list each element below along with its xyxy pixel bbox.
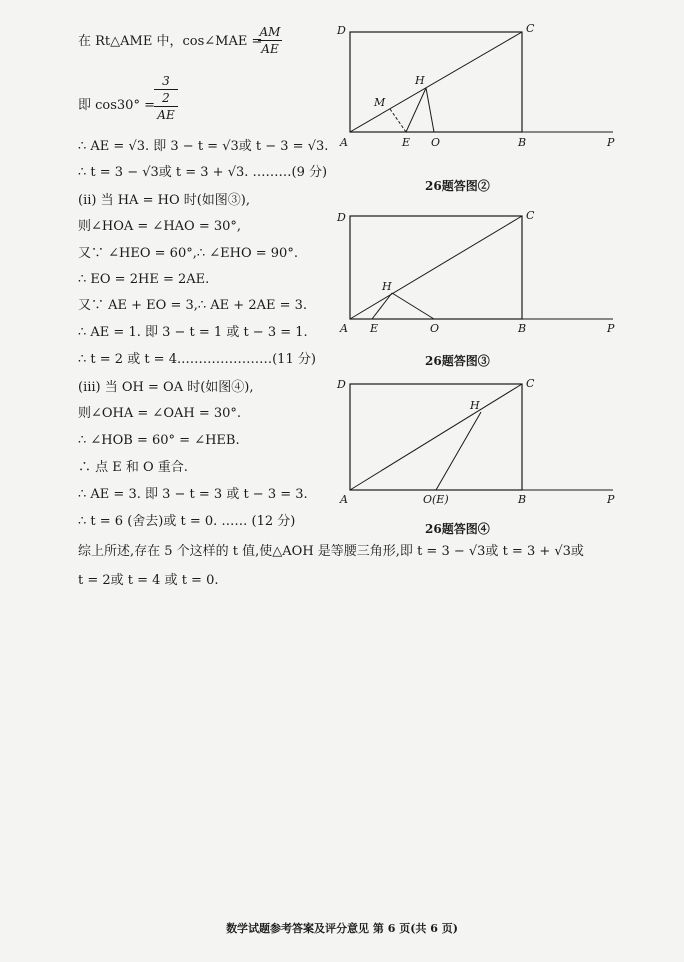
solution-line-5: (ⅱ) 当 HA = HO 时(如图③), [78,193,251,208]
page-footer: 数学试题参考答案及评分意见 第 6 页(共 6 页) [226,922,458,935]
label-C: C [526,209,535,222]
solution-line-6: 则∠HOA = ∠HAO = 30°, [78,219,242,234]
label-P: P [607,136,615,149]
solution-line-13: 则∠OHA = ∠OAH = 30°. [78,406,242,421]
label-O: O [430,322,440,335]
figure-26-3 [330,206,630,341]
nested-numerator-top: 3 [162,74,170,88]
solution-line-3: ∴ AE = √3. 即 3 − t = √3或 t − 3 = √3. [78,139,329,154]
label-O-E: O(E) [423,493,449,506]
solution-line-14: ∴ ∠HOB = 60° = ∠HEB. [78,433,240,448]
label-A: A [340,322,348,335]
label-H: H [415,74,425,87]
solution-line-12: (ⅲ) 当 OH = OA 时(如图④), [78,380,254,395]
label-B: B [518,322,527,335]
conclusion-line-1: 综上所述,存在 5 个这样的 t 值,使△AOH 是等腰三角形,即 t = 3 − √3或 t = 3 + √3或 [78,544,584,559]
figure-26-2 [330,22,630,157]
label-D: D [337,378,346,391]
solution-line-4: ∴ t = 3 − √3或 t = 3 + √3. ………(9 分) [78,165,328,180]
solution-line-16: ∴ AE = 3. 即 3 − t = 3 或 t − 3 = 3. [78,487,308,502]
label-E: E [370,322,379,335]
label-C: C [526,22,535,35]
solution-line-8: ∴ EO = 2HE = 2AE. [78,272,210,287]
label-H: H [470,399,480,412]
label-H: H [382,280,392,293]
fraction-denominator: AE [261,42,279,56]
fraction-cos30 [154,74,178,122]
solution-line-10: ∴ AE = 1. 即 3 − t = 1 或 t − 3 = 1. [78,325,308,340]
conclusion-line-2: t = 2或 t = 4 或 t = 0. [78,573,219,588]
solution-line-1: 在 Rt△AME 中，cos∠MAE = [78,34,263,49]
label-A: A [340,493,348,506]
label-C: C [526,377,535,390]
solution-line-7: 又∵ ∠HEO = 60°,∴ ∠EHO = 90°. [78,246,298,261]
label-A: A [340,136,348,149]
label-P: P [607,322,615,335]
solution-line-9: 又∵ AE + EO = 3,∴ AE + 2AE = 3. [78,298,308,313]
fraction-am-ae [258,25,282,56]
solution-line-15: ∴ 点 E 和 O 重合. [78,460,188,475]
label-B: B [518,136,527,149]
figure-caption-3: 26题答图③ [425,354,490,368]
label-P: P [607,493,615,506]
fraction-numerator: AM [259,25,281,39]
figure-caption-2: 26题答图② [425,179,490,193]
label-E: E [402,136,411,149]
label-M: M [374,96,386,109]
label-B: B [518,493,527,506]
figure-26-4 [330,374,630,509]
solution-line-2: 即 cos30° = [78,98,155,113]
label-O: O [431,136,441,149]
figure-caption-4: 26题答图④ [425,522,490,536]
fraction-denominator: AE [157,108,175,122]
solution-line-17: ∴ t = 6 (舍去)或 t = 0. …… (12 分) [78,514,296,529]
label-D: D [337,211,346,224]
solution-line-11: ∴ t = 2 或 t = 4.…………………(11 分) [78,352,316,367]
label-D: D [337,24,346,37]
nested-numerator-bottom: 2 [162,91,170,105]
